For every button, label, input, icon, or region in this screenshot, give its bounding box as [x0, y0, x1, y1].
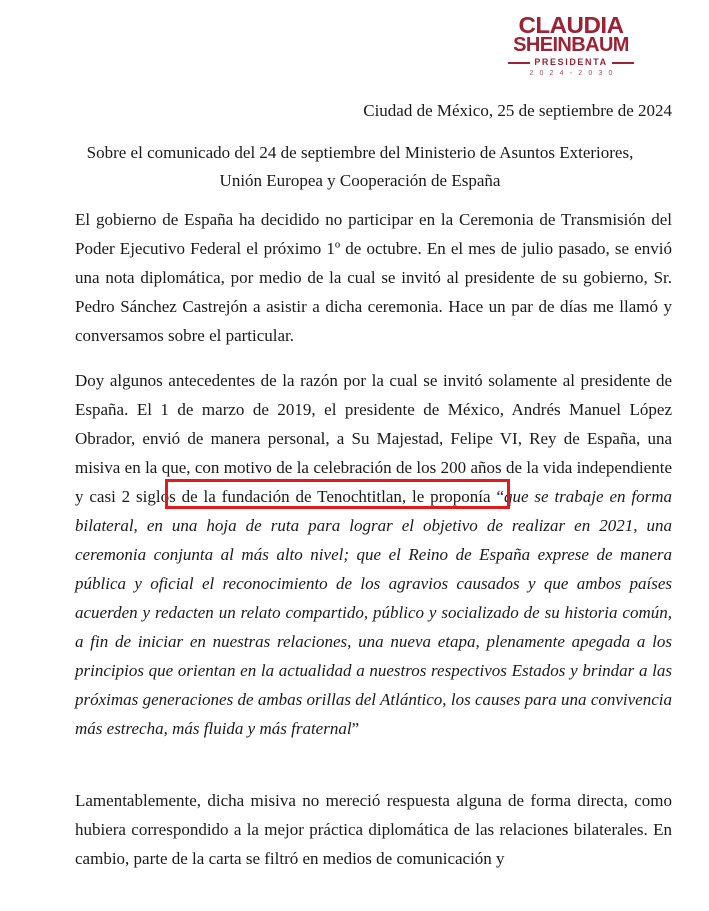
quoted-letter-excerpt: que se trabaje en forma bilateral, en una hoja de ruta para lograr el objetivo de realizar en 2021, una ceremonia conjunta al más alto nivel; que el Reino de España exprese de manera pública y oficial el reconocimiento de los agravios causados y que ambos países acuerden y redacten un relato compartido, público y socializado de su historia común, a fin de iniciar en nuestras relaciones, una nueva etapa, plenamente apegada a los principios que orientan en la actualidad a nuestros respectivos Estados y brindar a las próximas generaciones de ambas orillas del Atlántico, los causes para una convivencia más estrecha, más fluida y más fraternal: [75, 487, 672, 738]
document-subject: [60, 139, 660, 195]
claudia-sheinbaum-logo: [508, 12, 634, 79]
document-date: Ciudad de México, 25 de septiembre de 2024: [363, 101, 672, 120]
logo-rule-left: [508, 62, 530, 64]
logo-rule-right: [612, 62, 634, 64]
logo-name-first: CLAUDIA: [518, 12, 624, 38]
logo-title: [508, 57, 634, 68]
logo-years: 2024-2030: [529, 70, 619, 77]
highlighted-phrase: y casi 2 siglos de la fundación de Tenochtitlan,: [75, 487, 407, 506]
paragraph-1: El gobierno de España ha decidido no participar en la Ceremonia de Transmisión del Poder Ejecutivo Federal el próximo 1º de octubre. En el mes de julio pasado, se envió una nota diplomática, por medio de la cual se invitó al presidente de su gobierno, Sr. Pedro Sánchez Castrejón a asistir a dicha ceremonia. Hace un par de días me llamó y conversamos sobre el particular.: [75, 210, 672, 345]
paragraph-2-intro: Doy algunos antecedentes de la razón por la cual se invitó solamente al presidente de España. El 1 de marzo de 2019, el presidente de México, Andrés Manuel López Obrador, envió de manera personal, a Su Majestad, Felipe VI, Rey de España, una misiva en la que, con motivo de la celebración de los 200 años de la vida independiente: [75, 371, 672, 477]
logo-name-last: SHEINBAUM: [513, 34, 629, 56]
logo-title-text: PRESIDENTA: [534, 57, 608, 67]
subject-line-2: Unión Europea y Cooperación de España: [219, 171, 501, 190]
subject-line-1: Sobre el comunicado del 24 de septiembre del Ministerio de Asuntos Exteriores,: [86, 143, 634, 162]
paragraph-2: [75, 366, 672, 743]
paragraph-3: Lamentablemente, dicha misiva no mereció respuesta alguna de forma directa, como hubiera correspondido a la mejor práctica diplomática de las relaciones bilaterales. En cambio, parte de la carta se filtró en medios de comunicación y: [75, 791, 672, 868]
paragraph-2-mid: le proponía “: [406, 487, 504, 506]
closing-quote: ”: [351, 719, 360, 738]
